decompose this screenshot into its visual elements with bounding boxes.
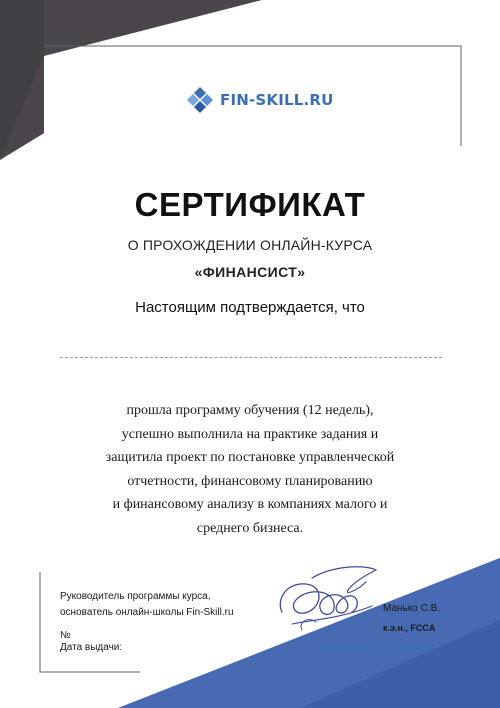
body-line: прошла программу обучения (12 недель),: [126, 403, 374, 418]
role-line: Руководитель программы курса,: [60, 591, 211, 602]
program-director-role: [60, 589, 234, 621]
body-line: среднего бизнеса.: [196, 520, 304, 536]
body-line: и финансовому анализу в компаниях малого и: [112, 497, 388, 512]
issue-date-label: Дата выдачи:: [60, 642, 123, 653]
handwritten-signature: [272, 560, 384, 638]
signer-degree: к.э.н., FCCA: [383, 623, 436, 633]
role-line: основатель онлайн-школы Fin-Skill.ru: [60, 607, 234, 618]
fin-skill-logo-icon: [186, 86, 214, 114]
body-line: успешно выполнила на практике задания и: [121, 426, 379, 442]
verification-link[interactable]: https://fin-skill.ru/verification: [322, 641, 433, 651]
signer-name: Манько С.В.: [383, 603, 441, 614]
course-name: «ФИНАНСИСТ»: [194, 264, 306, 280]
confirmation-text: Настоящим подтверждается, что: [135, 299, 365, 316]
body-line: защитила проект по постановке управленческой: [105, 450, 395, 465]
certificate-title: СЕРТИФИКАТ: [134, 186, 366, 223]
recipient-name-line: [60, 357, 442, 358]
certificate-subtitle: О ПРОХОЖДЕНИИ ОНЛАЙН-КУРСА: [127, 237, 373, 253]
certificate-body: [0, 399, 500, 540]
certificate-number-label: №: [60, 630, 71, 641]
brand-logo: [186, 86, 334, 114]
body-line: отчетности, финансовому планированию: [127, 473, 373, 489]
brand-name: FIN-SKILL.RU: [220, 91, 334, 109]
